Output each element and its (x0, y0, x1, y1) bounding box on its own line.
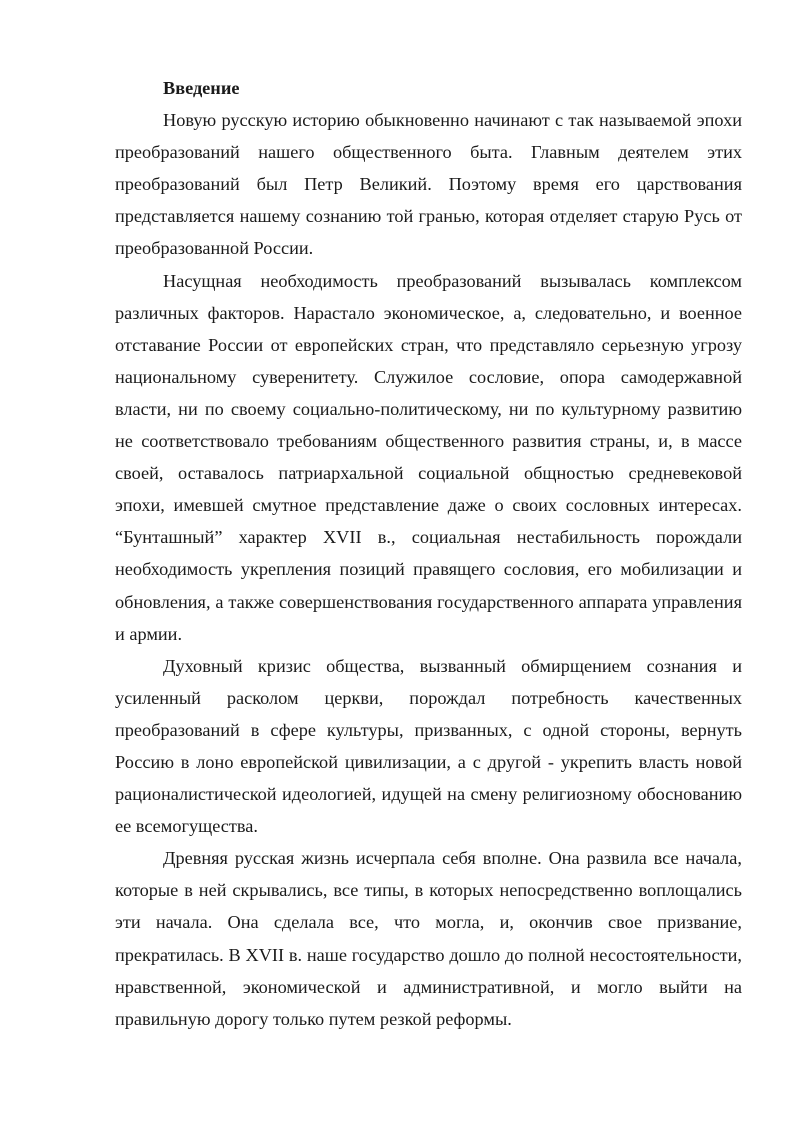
paragraph-3: Духовный кризис общества, вызванный обмирщением сознания и усиленный расколом церкви, порождал потребность качественных преобразований в сфере культуры, призванных, с одной стороны, вернуть Россию в лоно европейской цивилизации, а с другой - укрепить власть новой рационалистической идеологией, идущей на смену религиозному обоснованию ее всемогущества. (115, 655, 742, 837)
paragraph-4: Древняя русская жизнь исчерпала себя вполне. Она развила все начала, которые в ней скрывались, все типы, в которых непосредственно воплощались эти начала. Она сделала все, что могла, и, окончив свое призвание, прекратилась. В XVII в. наше государство дошло до полной несостоятельности, нравственной, экономической и административной, и могло выйти на правильную дорогу только путем резкой реформы. (115, 848, 742, 1029)
page-content (115, 72, 742, 1035)
paragraph-1: Новую русскую историю обыкновенно начинают с так называемой эпохи преобразований нашего общественного быта. Главным деятелем этих преобразований был Петр Великий. Поэтому время его царствования представляется нашему сознанию той гранью, которая отделяет старую Русь от преобразованной России. (115, 110, 742, 259)
section-heading: Введение (163, 78, 240, 98)
paragraph-2: Насущная необходимость преобразований вызывалась комплексом различных факторов. Нарастало экономическое, а, следовательно, и военное отставание России от европейских стран, что представляло серьезную угрозу национальному суверенитету. Служилое сословие, опора самодержавной власти, ни по своему социально-политическому, ни по культурному развитию не соответствовало требованиям общественного развития страны, и, в массе своей, оставалось патриархальной социальной общностью средневековой эпохи, имевшей смутное представление даже о своих сословных интересах. “Бунташный” характер XVII в., социальная нестабильность порождали необходимость укрепления позиций правящего сословия, его мобилизации и обновления, а также совершенствования государственного аппарата управления и армии. (115, 270, 742, 644)
